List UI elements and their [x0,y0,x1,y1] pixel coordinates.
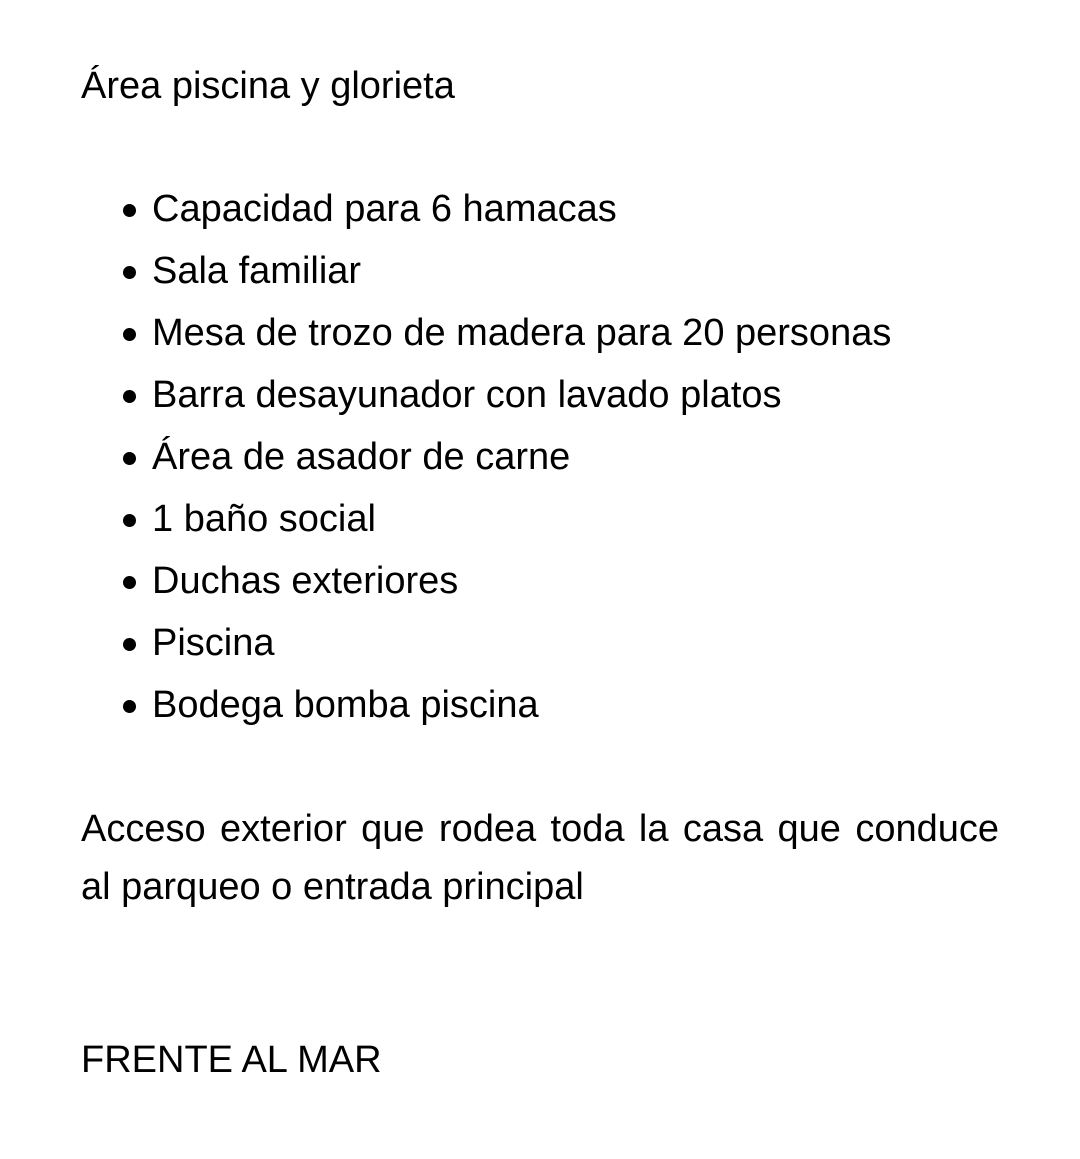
bullet-icon [123,576,136,589]
list-item-label: Capacidad para 6 hamacas [152,188,617,230]
list-item [81,310,891,372]
list-item-label: Duchas exteriores [152,560,459,602]
section-heading: Área piscina y glorieta [81,65,455,107]
bullet-icon [123,390,136,403]
list-item [81,186,891,248]
list-item-label: Piscina [152,622,275,664]
bullet-icon [123,204,136,217]
list-item-label: 1 baño social [152,498,376,540]
list-item [81,434,891,496]
list-item [81,682,891,744]
bullet-icon [123,638,136,651]
list-item [81,620,891,682]
list-item [81,496,891,558]
list-item [81,248,891,310]
list-item-label: Área de asador de carne [152,436,571,478]
list-item-label: Sala familiar [152,250,362,292]
list-item [81,558,891,620]
list-item-label: Barra desayunador con lavado platos [152,374,782,416]
bullet-icon [123,700,136,713]
list-item-label: Mesa de trozo de madera para 20 personas [152,312,892,354]
footer-note: FRENTE AL MAR [81,1039,382,1081]
bullet-icon [123,328,136,341]
bullet-icon [123,452,136,465]
bullet-icon [123,266,136,279]
access-note: Acceso exterior que rodea toda la casa que conduce al parqueo o entrada principal [81,808,999,908]
list-item-label: Bodega bomba piscina [152,684,539,726]
features-list [81,186,891,744]
bullet-icon [123,514,136,527]
list-item [81,372,891,434]
